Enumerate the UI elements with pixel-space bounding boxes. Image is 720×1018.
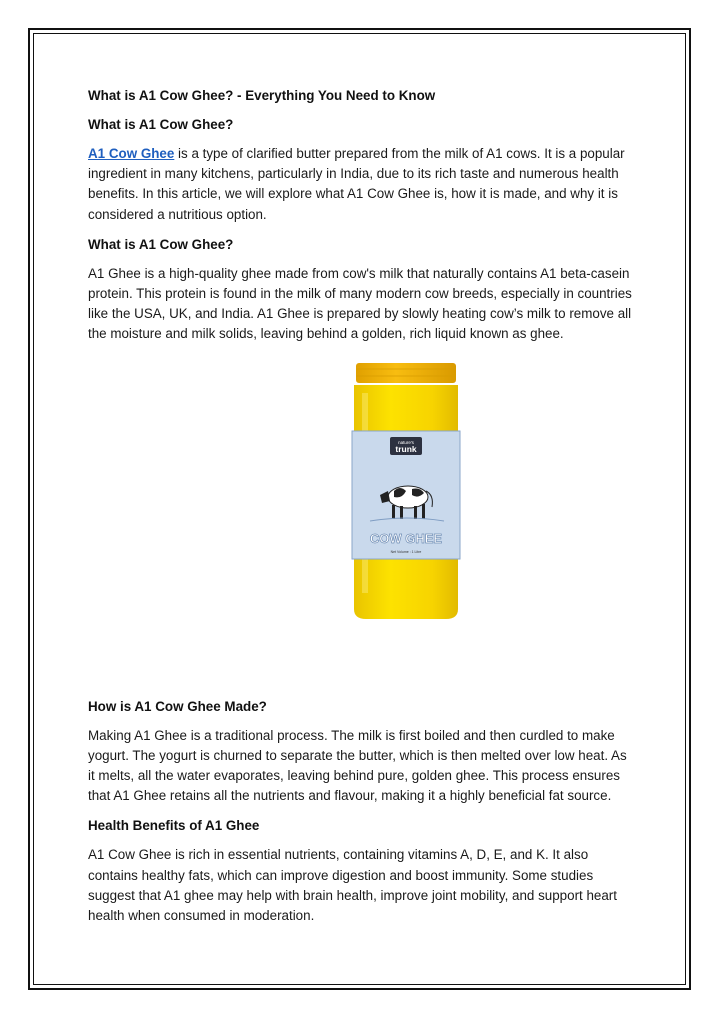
product-image <box>88 363 634 685</box>
brand-small-text: nature's <box>398 439 414 445</box>
section-paragraph: A1 Ghee is a high-quality ghee made from cow's milk that naturally contains A1 beta-casein protein. This protein is found in the milk of many modern cow breeds, especially in countries like the USA, UK, and India. A1 Ghee is prepared by slowly heating cow’s milk to remove all the moisture and milk solids, leaving behind a golden, rich liquid known as ghee. <box>88 265 632 342</box>
section-heading: Health Benefits of A1 Ghee <box>88 818 260 834</box>
ghee-jar-image <box>350 363 462 621</box>
section-paragraph: Making A1 Ghee is a traditional process. The milk is first boiled and then curdled to make yogurt. The yogurt is churned to separate the butter, which is then melted over low heat. As it melts, all the water evaporates, leaving behind pure, golden ghee. This process ensures that A1 Ghee retains all the nutrients and flavour, making it a highly beneficial fat source. <box>88 727 627 804</box>
net-volume-text: Net Volume : 1 Litre <box>390 549 422 554</box>
a1-cow-ghee-link[interactable]: A1 Cow Ghee <box>88 146 175 161</box>
section-paragraph: A1 Cow Ghee is rich in essential nutrients, containing vitamins A, D, E, and K. It also contains healthy fats, which can improve digestion and boost immunity. Some studies suggest that A1 ghee may help with brain health, improve joint mobility, and support heart health when consumed in moderation. <box>88 847 617 924</box>
section-heading: How is A1 Cow Ghee Made? <box>88 698 267 714</box>
section-heading: What is A1 Cow Ghee? <box>88 117 234 132</box>
article <box>88 86 634 936</box>
article-title: What is A1 Cow Ghee? - Everything You Need to Know <box>88 88 436 103</box>
section-heading: What is A1 Cow Ghee? <box>88 236 234 252</box>
product-name-text: COW GHEE <box>369 530 443 546</box>
brand-text: trunk <box>395 443 417 454</box>
paragraph-text: is a type of clarified butter prepared from the milk of A1 cows. It is a popular ingredient in many kitchens, particularly in India, due to its rich taste and numerous health benefits. In this article, we will explore what A1 Cow Ghee is, how it is made, and why it is considered a nutritious option. <box>88 146 625 222</box>
section-paragraph <box>88 144 634 225</box>
